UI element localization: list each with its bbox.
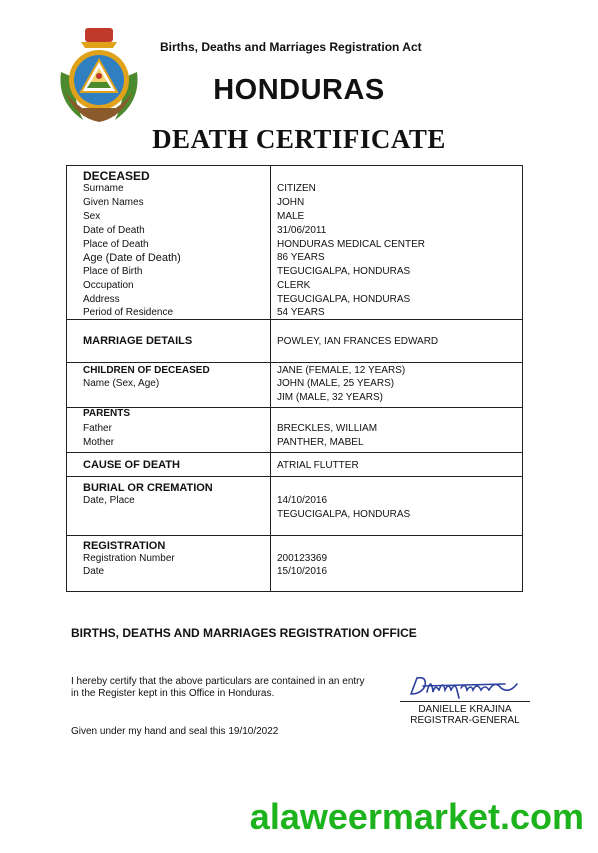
section-heading-deceased: DECEASED [83,169,150,183]
section-heading-parents: PARENTS [83,408,131,419]
certificate-title: DEATH CERTIFICATE [152,124,446,154]
section-heading-registration: REGISTRATION [83,540,166,552]
given-under-seal-line: Given under my hand and seal this 19/10/2022 [71,726,279,737]
value-father: BRECKLES, WILLIAM [277,423,378,434]
value-place-of-death: HONDURAS MEDICAL CENTER [277,239,425,250]
label-burial: Date, Place [83,495,135,506]
value-date-of-death: 31/06/2011 [277,225,327,236]
section-heading-cause: CAUSE OF DEATH [83,459,180,471]
value-cause: ATRIAL FLUTTER [277,460,359,471]
label-given-names: Given Names [83,197,144,208]
value-registration-date: 15/10/2016 [277,566,328,577]
value-marriage: POWLEY, IAN FRANCES EDWARD [277,336,439,347]
country-title: HONDURAS [213,74,385,106]
label-surname: Surname [83,183,124,194]
value-occupation: CLERK [277,280,311,291]
certification-line-1: I hereby certify that the above particulars are contained in an entry [71,676,365,687]
value-burial-date: 14/10/2016 [277,495,328,506]
act-heading: Births, Deaths and Marriages Registration Act [160,40,422,54]
label-occupation: Occupation [83,280,134,291]
value-given-names: JOHN [277,197,305,208]
value-burial-place: TEGUCIGALPA, HONDURAS [277,509,411,520]
section-heading-burial: BURIAL OR CREMATION [83,482,213,494]
watermark-text: alaweermarket.com [249,796,584,837]
value-place-of-birth: TEGUCIGALPA, HONDURAS [277,266,411,277]
value-address: TEGUCIGALPA, HONDURAS [277,294,411,305]
value-child-3: JIM (MALE, 32 YEARS) [277,392,383,403]
registrar-name: DANIELLE KRAJINA [400,701,530,716]
value-surname: CITIZEN [277,183,316,194]
registrar-signature [405,672,525,702]
label-father: Father [83,423,112,434]
value-period-of-residence: 54 YEARS [277,307,325,318]
label-registration-number: Registration Number [83,553,175,564]
label-date-of-death: Date of Death [83,225,145,236]
value-age: 86 YEARS [277,252,325,263]
watermark [0,796,598,838]
label-children: Name (Sex, Age) [83,378,160,389]
label-mother: Mother [83,437,115,448]
section-heading-children: CHILDREN OF DECEASED [83,365,210,376]
label-sex: Sex [83,211,101,222]
value-sex: MALE [277,211,305,222]
value-child-1: JANE (FEMALE, 12 YEARS) [277,365,406,376]
certification-line-2: in the Register kept in this Office in Honduras. [71,688,275,699]
value-child-2: JOHN (MALE, 25 YEARS) [277,378,395,389]
label-place-of-birth: Place of Birth [83,266,143,277]
label-age: Age (Date of Death) [83,252,181,264]
label-registration-date: Date [83,566,105,577]
label-period-of-residence: Period of Residence [83,307,174,318]
registration-office-heading: BIRTHS, DEATHS AND MARRIAGES REGISTRATION OFFICE [71,626,417,640]
value-mother: PANTHER, MABEL [277,437,364,448]
value-registration-number: 200123369 [277,553,328,564]
section-heading-marriage: MARRIAGE DETAILS [83,335,193,347]
label-place-of-death: Place of Death [83,239,149,250]
certificate-table [66,165,523,592]
label-address: Address [83,294,120,305]
registrar-title: REGISTRAR-GENERAL [410,715,520,726]
